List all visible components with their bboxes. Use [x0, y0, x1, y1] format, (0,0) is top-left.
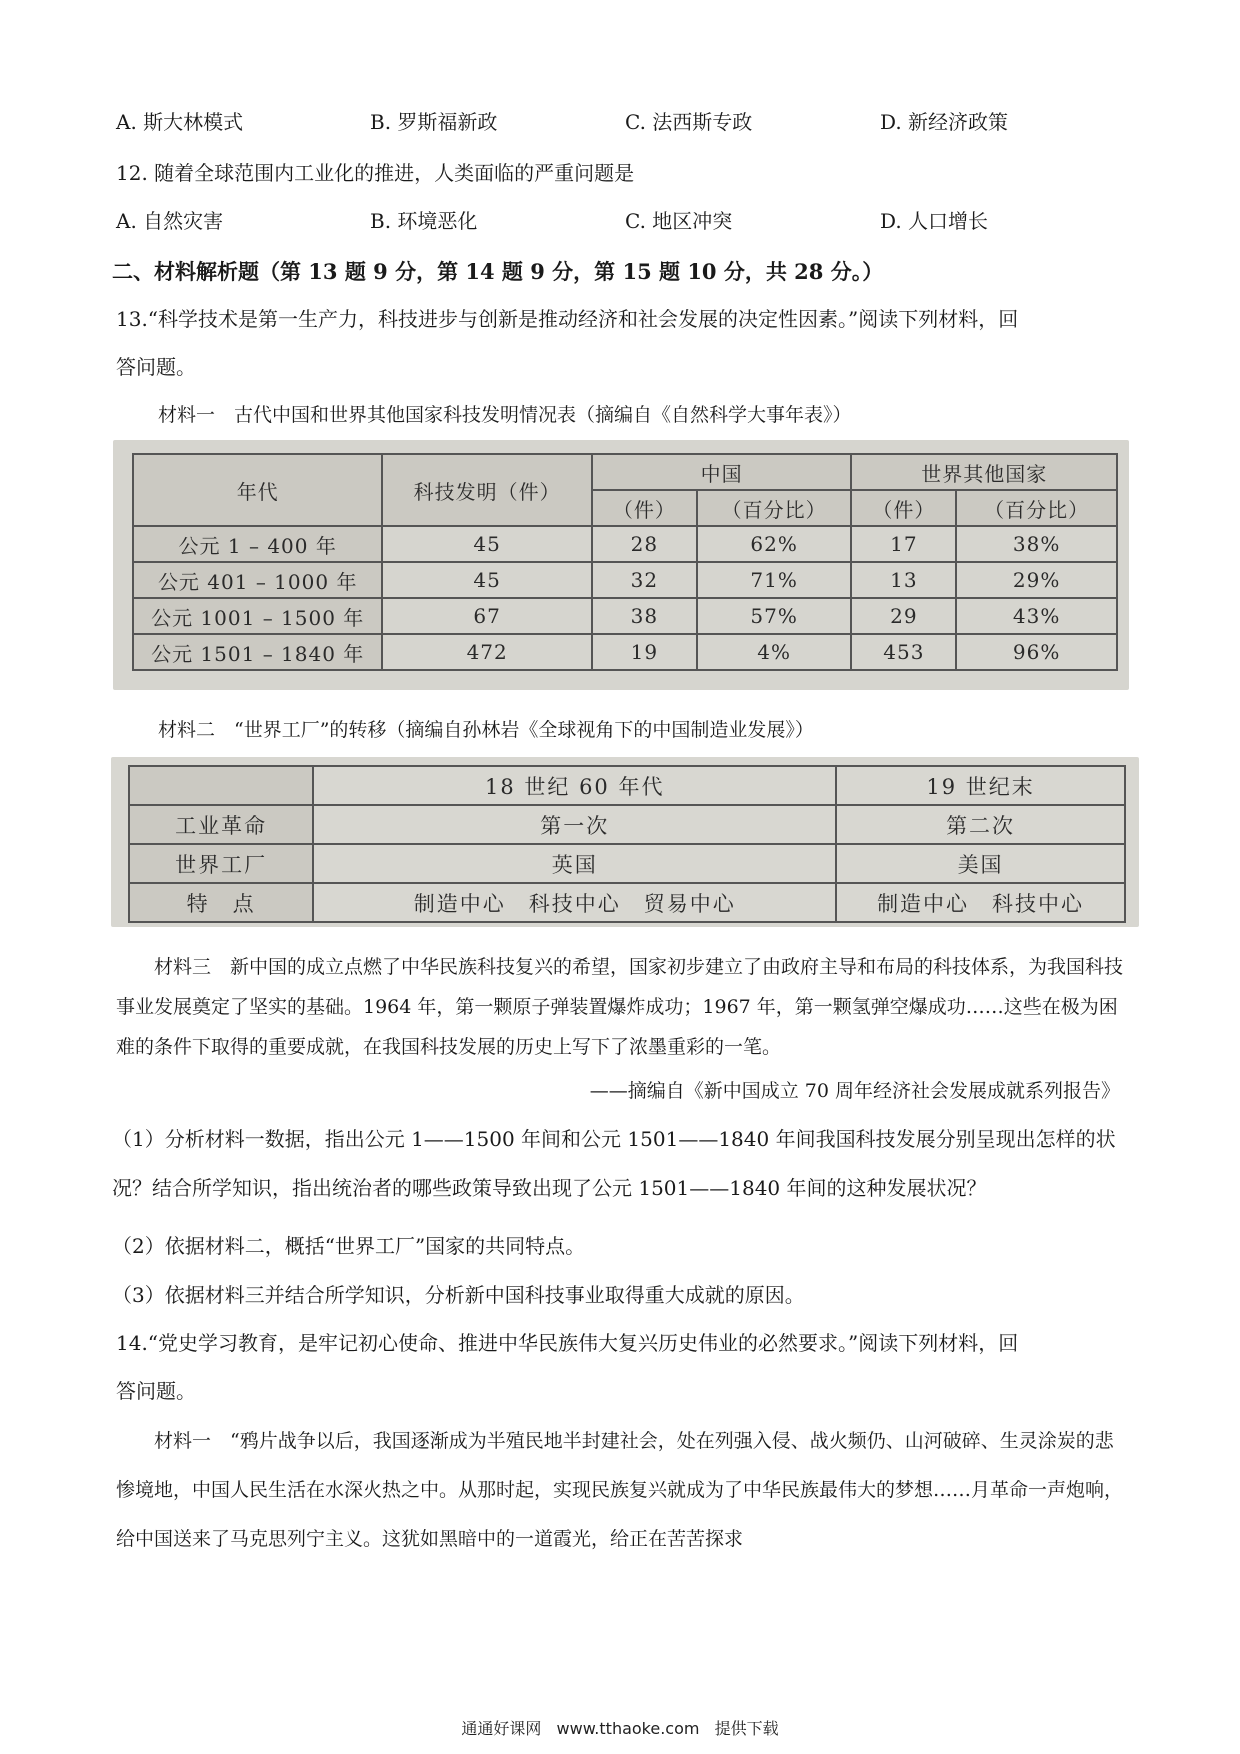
q13-stem-line1: 13.“科学技术是第一生产力，科技进步与创新是推动经济和社会发展的决定性因素。”阅读下列材料，回 — [116, 307, 1019, 331]
row-china-pct: 4% — [697, 634, 852, 670]
row-china-count: 32 — [592, 562, 697, 598]
header-china: 中国 — [592, 454, 852, 490]
q14-stem-line2: 答问题。 — [116, 1379, 196, 1403]
subheader-china-count: （件） — [592, 490, 697, 526]
row-china-count: 19 — [592, 634, 697, 670]
subheader-world-pct: （百分比） — [956, 490, 1117, 526]
q12-option-c: C. 地区冲突 — [625, 209, 733, 233]
q12-option-b: B. 环境恶化 — [370, 209, 478, 233]
corner-cell — [129, 766, 313, 805]
row-world-count: 29 — [851, 598, 956, 634]
q11-option-c: C. 法西斯专政 — [625, 110, 753, 134]
row-total: 67 — [382, 598, 592, 634]
row-label-factory: 世界工厂 — [129, 844, 313, 883]
table-row — [133, 598, 1117, 634]
revolution-2: 第二次 — [836, 805, 1125, 844]
row-era: 公元 1 – 400 年 — [133, 526, 382, 562]
row-label-feature: 特 点 — [129, 883, 313, 922]
row-china-count: 38 — [592, 598, 697, 634]
q14-stem-line1: 14.“党史学习教育，是牢记初心使命、推进中华民族伟大复兴历史伟业的必然要求。”阅读下列材料，回 — [116, 1331, 1019, 1355]
q12-option-d: D. 人口增长 — [880, 209, 989, 233]
q12-option-a: A. 自然灾害 — [116, 209, 224, 233]
q11-option-a: A. 斯大林模式 — [116, 110, 244, 134]
row-china-count: 28 — [592, 526, 697, 562]
q13-sub2: （2）依据材料二，概括“世界工厂”国家的共同特点。 — [112, 1234, 586, 1258]
header-total: 科技发明（件） — [382, 454, 592, 526]
row-world-pct: 29% — [956, 562, 1117, 598]
row-total: 45 — [382, 526, 592, 562]
q11-option-d: D. 新经济政策 — [880, 110, 1009, 134]
header-era: 年代 — [133, 454, 382, 526]
revolution-1: 第一次 — [313, 805, 836, 844]
page-footer — [0, 1716, 1240, 1739]
row-china-pct: 57% — [697, 598, 852, 634]
material1-caption: 材料一 古代中国和世界其他国家科技发明情况表（摘编自《自然科学大事年表》） — [158, 404, 852, 426]
material3-source: ——摘编自《新中国成立 70 周年经济社会发展成就系列报告》 — [589, 1080, 1120, 1102]
row-world-count: 17 — [851, 526, 956, 562]
feature-1: 制造中心 科技中心 贸易中心 — [313, 883, 836, 922]
row-total: 472 — [382, 634, 592, 670]
factory-1: 英国 — [313, 844, 836, 883]
subheader-china-pct: （百分比） — [697, 490, 852, 526]
table-row — [133, 562, 1117, 598]
row-china-pct: 71% — [697, 562, 852, 598]
row-world-pct: 96% — [956, 634, 1117, 670]
period-1: 18 世纪 60 年代 — [313, 766, 836, 805]
period-2: 19 世纪末 — [836, 766, 1125, 805]
factory-2: 美国 — [836, 844, 1125, 883]
q13-sub1: （1）分析材料一数据，指出公元 1——1500 年间和公元 1501——1840 年间我国科技发展分别呈现出怎样的状况？结合所学知识，指出统治者的哪些政策导致出现了公元 1501——1840 年间的这种发展状况？ — [112, 1127, 1116, 1200]
row-era: 公元 401 – 1000 年 — [133, 562, 382, 598]
q11-option-b: B. 罗斯福新政 — [370, 110, 498, 134]
header-world: 世界其他国家 — [851, 454, 1117, 490]
q14-material1-paragraph: 材料一 “鸦片战争以后，我国逐渐成为半殖民地半封建社会，处在列强入侵、战火频仍、山河破碎、生灵涂炭的悲惨境地，中国人民生活在水深火热之中。从那时起，实现民族复兴就成为了中华民族最伟大的梦想……月革命一声炮响，给中国送来了马克思列宁主义。这犹如黑暗中的一道霞光，给正在苦苦探求 — [116, 1430, 1124, 1550]
row-world-pct: 38% — [956, 526, 1117, 562]
row-world-pct: 43% — [956, 598, 1117, 634]
table-row — [129, 805, 1125, 844]
q13-stem-line2: 答问题。 — [116, 355, 196, 379]
inventions-table — [132, 453, 1118, 671]
row-era: 公元 1001 – 1500 年 — [133, 598, 382, 634]
table-row — [133, 526, 1117, 562]
footer-note: 提供下载 — [714, 1719, 779, 1738]
footer-url: www.tthaoke.com — [556, 1719, 700, 1738]
footer-site-name: 通通好课网 — [461, 1719, 542, 1738]
world-factory-table — [128, 765, 1126, 923]
row-world-count: 453 — [851, 634, 956, 670]
q13-sub3: （3）依据材料三并结合所学知识，分析新中国科技事业取得重大成就的原因。 — [112, 1283, 805, 1307]
q12-stem: 12. 随着全球范围内工业化的推进，人类面临的严重问题是 — [116, 161, 635, 185]
section2-heading: 二、材料解析题（第 13 题 9 分，第 14 题 9 分，第 15 题 10 分，共 28 分。） — [112, 259, 884, 284]
table-row — [129, 844, 1125, 883]
material2-caption: 材料二 “世界工厂”的转移（摘编自孙林岩《全球视角下的中国制造业发展》） — [158, 719, 814, 741]
row-world-count: 13 — [851, 562, 956, 598]
subheader-world-count: （件） — [851, 490, 956, 526]
row-total: 45 — [382, 562, 592, 598]
row-china-pct: 62% — [697, 526, 852, 562]
table-row — [129, 883, 1125, 922]
feature-2: 制造中心 科技中心 — [836, 883, 1125, 922]
material3-paragraph: 材料三 新中国的成立点燃了中华民族科技复兴的希望，国家初步建立了由政府主导和布局的科技体系，为我国科技事业发展奠定了坚实的基础。1964 年，第一颗原子弹装置爆炸成功；1967 年，第一颗氢弹空爆成功……这些在极为困难的条件下取得的重要成就，在我国科技发展的历史上写下了浓墨重彩的一笔。 — [116, 956, 1124, 1058]
row-era: 公元 1501 – 1840 年 — [133, 634, 382, 670]
row-label-revolution: 工业革命 — [129, 805, 313, 844]
table-row — [133, 634, 1117, 670]
